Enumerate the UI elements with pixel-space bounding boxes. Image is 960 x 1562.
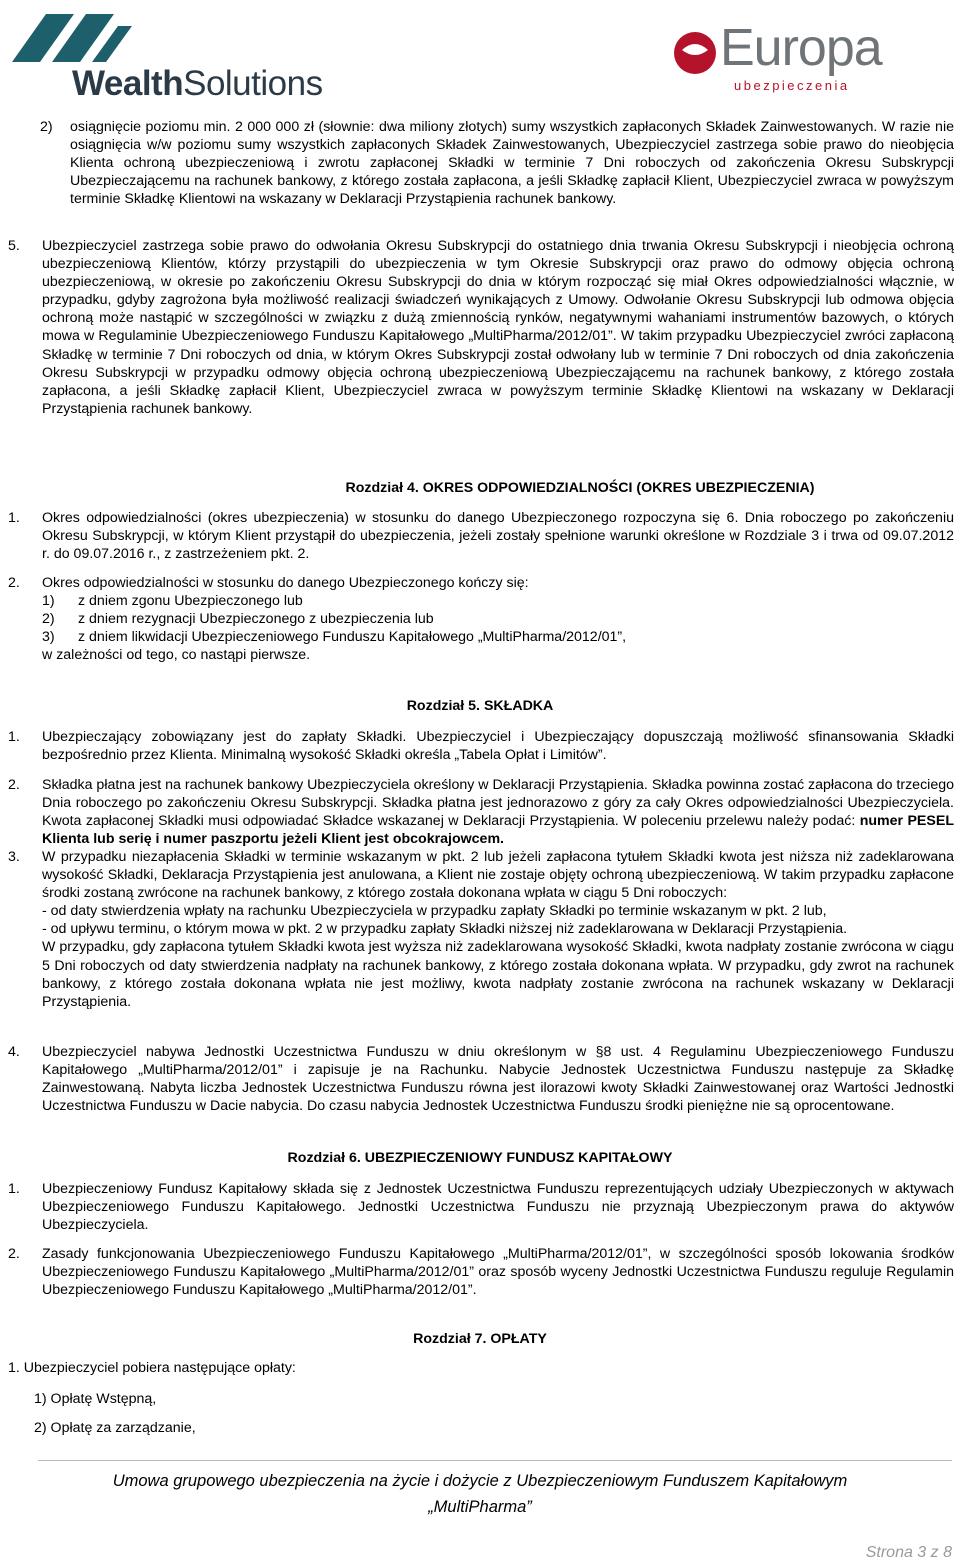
sub-item: 1) Opłatę Wstępną, <box>34 1391 157 1407</box>
sub-item-number: 3) <box>42 629 55 646</box>
page-number: Strona 3 z 8 <box>865 1544 952 1561</box>
footer-divider <box>38 1460 952 1461</box>
list-item <box>8 574 954 664</box>
section-heading: Rozdział 4. OKRES ODPOWIEDZIALNOŚCI (OKRES UBEZPIECZENIA) <box>345 480 815 496</box>
list-item <box>8 1043 954 1115</box>
list-item <box>8 1180 954 1234</box>
item-text-plain: Składka płatna jest na rachunek bankowy Ubezpieczyciela określony w Deklaracji Przystąpienia. Składka powinna zostać zapłacona do trzeciego Dnia roboczego po zakończeniu Okresu Subskrypcji. Składka płatna jest jednorazowo z góry za cały Okres odpowiedzialności Ubezpieczyciela. Kwota zapłaconej Składki musi odpowiadać Składce wskazanej w Deklaracji Przystąpienia. W poleceniu przelewu należy podać: <box>42 777 954 830</box>
item-number: 4. <box>8 1044 20 1060</box>
item-number: 5. <box>8 238 20 254</box>
sub-item-text: z dniem likwidacji Ubezpieczeniowego Funduszu Kapitałowego „MultiPharma/2012/01”, <box>78 629 627 646</box>
list-item <box>8 728 954 764</box>
sub-item-number: 2) <box>42 611 55 628</box>
item-paragraph: W przypadku, gdy zapłacona tytułem Składki kwota jest wyższa niż zadeklarowana wysokość Składki, kwota nadpłaty zostanie zwrócona w ciągu 5 Dni roboczych od daty stwierdzenia nadpłaty na rachunek bankowy, z którego została dokonana wpłata. W przypadku, gdy zwrot na rachunek bankowy, z którego została dokonana wpłata nie jest możliwy, kwota nadpłaty zostanie zwrócona na rachunek wskazany w Deklaracji Przystąpienia. <box>42 939 954 1010</box>
section-heading: Rozdział 7. OPŁATY <box>413 1331 547 1347</box>
item-text: Okres odpowiedzialności (okres ubezpieczenia) w stosunku do danego Ubezpieczonego rozpoczyna się 6. Dnia roboczego po zakończeniu Okresu Subskrypcji, w którym Klient przystąpił do ubezpieczenia, jeżeli zostały spełnione warunki określone w Rozdziale 3 i trwa od 09.07.2012 r. do 09.07.2016 r., z zastrzeżeniem pkt. 2. <box>42 510 954 563</box>
footer-line: Umowa grupowego ubezpieczenia na życie i dożycie z Ubezpieczeniowym Funduszem Kapitałowym <box>112 1472 848 1490</box>
list-item <box>8 1245 954 1299</box>
item-intro: Okres odpowiedzialności w stosunku do danego Ubezpieczonego kończy się: <box>42 575 529 591</box>
item-number: 1. <box>8 510 20 526</box>
list-item <box>8 509 954 563</box>
sub-item: 2) Opłatę za zarządzanie, <box>34 1420 196 1436</box>
item-text: Ubezpieczający zobowiązany jest do zapłaty Składki. Ubezpieczyciel i Ubezpieczający dopuszczają możliwość sfinansowania Składki bezpośrednio przez Klienta. Minimalną wysokość Składki określa „Tabela Opłat i Limitów”. <box>42 729 954 764</box>
sub-item <box>42 592 954 610</box>
page-header <box>0 0 960 112</box>
europa-logo-mark <box>672 30 718 76</box>
wealthsolutions-logo-text: WealthSolutions <box>72 64 323 103</box>
wealthsolutions-logo-mark <box>8 6 138 68</box>
section-heading: Rozdział 5. SKŁADKA <box>406 698 554 714</box>
sub-item-text: z dniem zgonu Ubezpieczonego lub <box>78 593 303 610</box>
list-item <box>8 118 954 208</box>
sub-item-text: z dniem rezygnacji Ubezpieczonego z ubezpieczenia lub <box>78 611 434 628</box>
item-number: 1. <box>8 729 20 745</box>
item-text: Zasady funkcjonowania Ubezpieczeniowego Funduszu Kapitałowego „MultiPharma/2012/01”, w szczególności sposób lokowania środków Ubezpieczeniowego Funduszu Kapitałowego „MultiPharma/2012/01” oraz sposób wyceny Jednostki Uczestnictwa Funduszu reguluje Regulamin Ubezpieczeniowego Funduszu Kapitałowego „MultiPharma/2012/01”. <box>42 1246 954 1299</box>
sub-item-number: 1) <box>42 593 55 610</box>
item-number: 2) <box>40 119 53 135</box>
list-item <box>8 776 954 848</box>
item-text: Ubezpieczyciel zastrzega sobie prawo do odwołania Okresu Subskrypcji do ostatniego dnia trwania Okresu Subskrypcji i nieobjęcia ochroną ubezpieczeniową Klientów, którzy przystąpili do ubezpieczenia w tym Okresie Subskrypcji oraz prawo do odmowy objęcia ochroną ubezpieczeniową, w okresie po zakończeniu Okresu Subskrypcji do dnia w którym rozpocząć się miał Okres odpowiedzialności włącznie, w przypadku, gdyby zagrożona była możliwość realizacji świadczeń wynikających z Umowy. Odwołanie Okresu Subskrypcji lub odmowa objęcia ochroną może nastąpić w szczególności w związku z dużą zmiennością rynków, negatywnymi wahaniami instrumentów bazowych, o których mowa w Regulaminie Ubezpieczeniowego Funduszu Kapitałowego „MultiPharma/2012/01”. W takim przypadku Ubezpieczyciel zwróci zapłaconą Składkę w terminie 7 Dni roboczych od dnia, w którym Okres Subskrypcji został odwołany lub w terminie 7 Dni roboczych od dnia zakończenia Okresu Subskrypcji w przypadku odmowy objęcia ochroną ubezpieczeniową Ubezpieczającemu na rachunek bankowy, z którego została zapłacona, a jeśli Składkę zapłacił Klient, Ubezpieczyciel zwraca w powyższym terminie Składkę Klientowi na wskazany w Deklaracji Przystąpienia rachunek bankowy. <box>42 238 954 417</box>
item-outro: w zależności od tego, co nastąpi pierwsze. <box>42 647 311 664</box>
item-number: 3. <box>8 849 20 865</box>
item-text <box>42 776 954 848</box>
list-item: 1. Ubezpieczyciel pobiera następujące opłaty: <box>8 1360 296 1376</box>
item-text: Ubezpieczeniowy Fundusz Kapitałowy składa się z Jednostek Uczestnictwa Funduszu reprezentujących udziały Ubezpieczonych w aktywach Ubezpieczeniowego Funduszu Kapitałowego. Jednostki Uczestnictwa Funduszu nie przyznają Ubezpieczonym prawa do aktywów Ubezpieczyciela. <box>42 1181 954 1234</box>
item-text: osiągnięcie poziomu min. 2 000 000 zł (słownie: dwa miliony złotych) sumy wszystkich zapłaconych Składek Zainwestowanych. W razie nie osiągnięcia w/w poziomu sumy wszystkich zapłaconych Składek Zainwestowanych, Ubezpieczyciel zastrzega sobie prawo do nieobjęcia Klienta ochroną ubezpieczeniową i zwrotu zapłaconej Składki w terminie 7 Dni roboczych od zakończenia Okresu Subskrypcji Ubezpieczającemu na rachunek bankowy, z którego została zapłacona, a jeśli Składkę zapłacił Klient, Ubezpieczyciel zwraca w powyższym terminie Składkę Klientowi na wskazany w Deklaracji Przystąpienia rachunek bankowy. <box>70 119 954 208</box>
sub-item <box>42 610 954 628</box>
item-number: 2. <box>8 575 20 591</box>
item-text: Ubezpieczyciel nabywa Jednostki Uczestnictwa Funduszu w dniu określonym w §8 ust. 4 Regulaminu Ubezpieczeniowego Funduszu Kapitałowego „MultiPharma/2012/01” i zapisuje je na Rachunku. Nabycie Jednostek Uczestnictwa Funduszu następuje za Składkę Zainwestowaną. Nabyta liczba Jednostek Uczestnictwa Funduszu równa jest ilorazowi kwoty Składki Zainwestowanej oraz Wartości Jednostki Uczestnictwa Funduszu w Dacie nabycia. Do czasu nabycia Jednostek Uczestnictwa Funduszu środki pieniężne nie są oprocentowane. <box>42 1044 954 1115</box>
item-number: 2. <box>8 1246 20 1262</box>
item-paragraph: W przypadku niezapłacenia Składki w terminie wskazanym w pkt. 2 lub jeżeli zapłacona tytułem Składki kwota jest niższa niż zadeklarowana wysokość Składki, Deklaracja Przystąpienia jest anulowana, a Klient nie zostaje objęty ochroną ubezpieczeniową. W takim przypadku zapłacone środki zostaną zwrócone na rachunek bankowy, z którego została dokonana wpłata w ciągu 5 Dni roboczych: <box>42 849 954 902</box>
europa-logo-text: Europa <box>720 19 882 77</box>
item-number: 1. <box>8 1181 20 1197</box>
list-item <box>8 848 954 1011</box>
list-item <box>8 237 954 418</box>
section-heading: Rozdział 6. UBEZPIECZENIOWY FUNDUSZ KAPITAŁOWY <box>287 1150 673 1166</box>
page-footer <box>0 1468 960 1520</box>
item-text <box>42 848 954 1011</box>
dash-item: - od daty stwierdzenia wpłaty na rachunku Ubezpieczyciela w przypadku zapłaty Składki po terminie wskazanym w pkt. 2 lub, <box>42 903 827 920</box>
item-text <box>42 574 954 664</box>
item-text-bold: numer PESEL Klienta lub serię i numer paszportu jeżeli Klient jest obcokrajowcem. <box>42 813 954 848</box>
item-number: 2. <box>8 777 20 793</box>
europa-logo-subtext: ubezpieczenia <box>734 78 850 93</box>
footer-line: „MultiPharma” <box>428 1498 532 1516</box>
sub-item <box>42 628 954 646</box>
dash-item: - od upływu terminu, o którym mowa w pkt. 2 w przypadku zapłaty Składki niższej niż zadeklarowana w Deklaracji Przystąpienia. <box>42 921 848 938</box>
